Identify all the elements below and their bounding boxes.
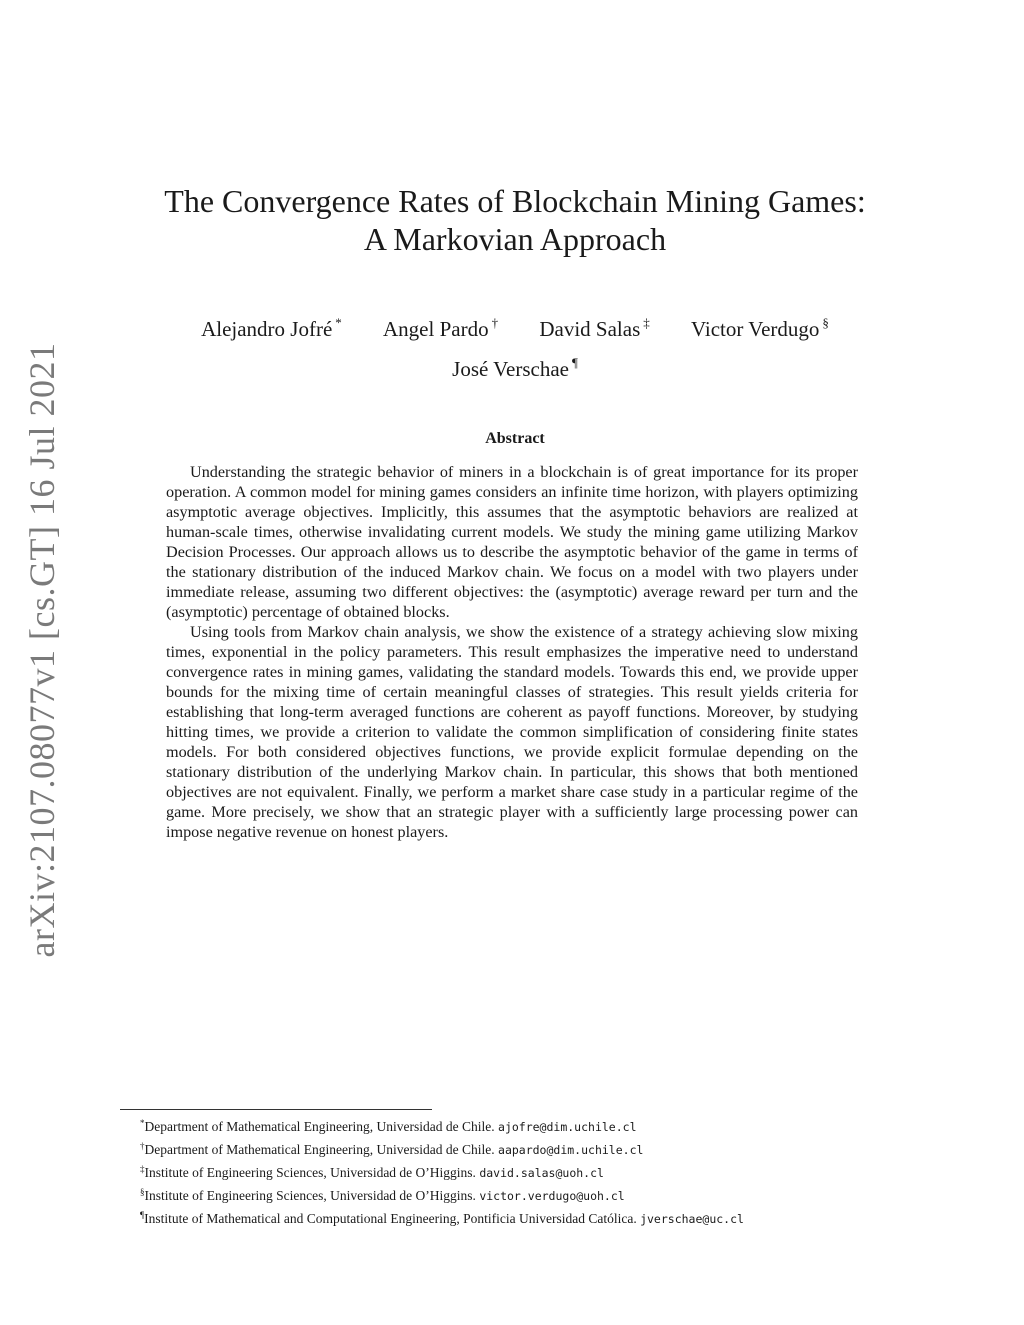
author-list	[150, 306, 880, 386]
footnote	[140, 1114, 900, 1137]
author-row-1	[150, 306, 880, 346]
author-row-2	[150, 346, 880, 386]
author	[383, 306, 498, 346]
footnote-affiliation: Department of Mathematical Engineering, Universidad de Chile.	[144, 1119, 495, 1134]
footnote-affiliation: Department of Mathematical Engineering, Universidad de Chile.	[144, 1142, 495, 1157]
author-email-link[interactable]: victor.verdugo@uoh.cl	[479, 1189, 625, 1203]
footnote	[140, 1137, 900, 1160]
author	[539, 306, 649, 346]
footnote-affiliation: Institute of Mathematical and Computational Engineering, Pontificia Universidad Católica.	[144, 1211, 637, 1226]
footnote-mark: ¶	[140, 1210, 145, 1220]
footnote-mark: §	[140, 1187, 145, 1197]
footnote-affiliation: Institute of Engineering Sciences, Universidad de O’Higgins.	[144, 1188, 476, 1203]
paper-title	[150, 182, 880, 258]
author-name: David Salas	[539, 317, 641, 341]
author-name: Angel Pardo	[383, 317, 489, 341]
author-name: Victor Verdugo	[691, 317, 820, 341]
footnotes	[140, 1114, 900, 1229]
footnote-mark: †	[140, 1141, 145, 1151]
title-line-1: The Convergence Rates of Blockchain Mining Games:	[164, 183, 866, 219]
author-email-link[interactable]: david.salas@uoh.cl	[479, 1166, 604, 1180]
author-footnote-mark[interactable]: ¶	[571, 355, 578, 370]
author-footnote-mark[interactable]: *	[335, 315, 342, 330]
author-name: Alejandro Jofré	[201, 317, 333, 341]
author-footnote-mark[interactable]: §	[822, 315, 829, 330]
footnote-mark: *	[140, 1118, 145, 1128]
author-email-link[interactable]: aapardo@dim.uchile.cl	[498, 1143, 644, 1157]
arxiv-identifier[interactable]: arXiv:2107.08077v1 [cs.GT] 16 Jul 2021	[22, 342, 62, 958]
author-name: José Verschae	[452, 357, 569, 381]
footnote-mark: ‡	[140, 1164, 145, 1174]
author-footnote-mark[interactable]: ‡	[643, 315, 650, 330]
author-footnote-mark[interactable]: †	[491, 315, 499, 330]
author	[201, 306, 342, 346]
footnote	[140, 1160, 900, 1183]
footnote-divider	[120, 1109, 432, 1110]
author-email-link[interactable]: ajofre@dim.uchile.cl	[498, 1120, 637, 1134]
title-line-2: A Markovian Approach	[363, 221, 667, 257]
abstract-heading: Abstract	[485, 430, 545, 447]
footnote	[140, 1206, 900, 1229]
abstract-paragraph: Understanding the strategic behavior of miners in a blockchain is of great importance for its proper operation. A common model for mining games considers an infinite time horizon, with players optimizing asymptotic average objectives. Implicitly, this assumes that the asymptotic behaviors are realized at human-scale times, otherwise invalidating current models. We study the mining game utilizing Markov Decision Processes. Our approach allows us to describe the asymptotic behavior of the game in terms of the stationary distribution of the induced Markov chain. We focus on a model with two players under immediate release, assuming two different objectives: the (asymptotic) average reward per turn and the (asymptotic) percentage of obtained blocks.	[166, 463, 858, 621]
author	[691, 306, 829, 346]
author	[452, 346, 578, 386]
abstract-paragraph: Using tools from Markov chain analysis, we show the existence of a strategy achieving slow mixing times, exponential in the policy parameters. This result emphasizes the imperative need to understand convergence rates in mining games, validating the standard models. Towards this end, we provide upper bounds for the mixing time of certain meaningful classes of strategies. This result yields criteria for establishing that long-term averaged functions are coherent as payoff functions. Moreover, by studying hitting times, we provide a criterion to validate the common simplification of considering finite states models. For both considered objectives functions, we provide explicit formulae depending on the stationary distribution of the underlying Markov chain. In particular, this shows that both mentioned objectives are not equivalent. Finally, we perform a market share case study in a particular regime of the game. More precisely, we show that an strategic player with a sufficiently large processing power can impose negative revenue on honest players.	[166, 623, 858, 841]
abstract-body	[166, 462, 858, 842]
author-email-link[interactable]: jverschae@uc.cl	[640, 1212, 744, 1226]
footnote	[140, 1183, 900, 1206]
footnote-affiliation: Institute of Engineering Sciences, Universidad de O’Higgins.	[144, 1165, 476, 1180]
